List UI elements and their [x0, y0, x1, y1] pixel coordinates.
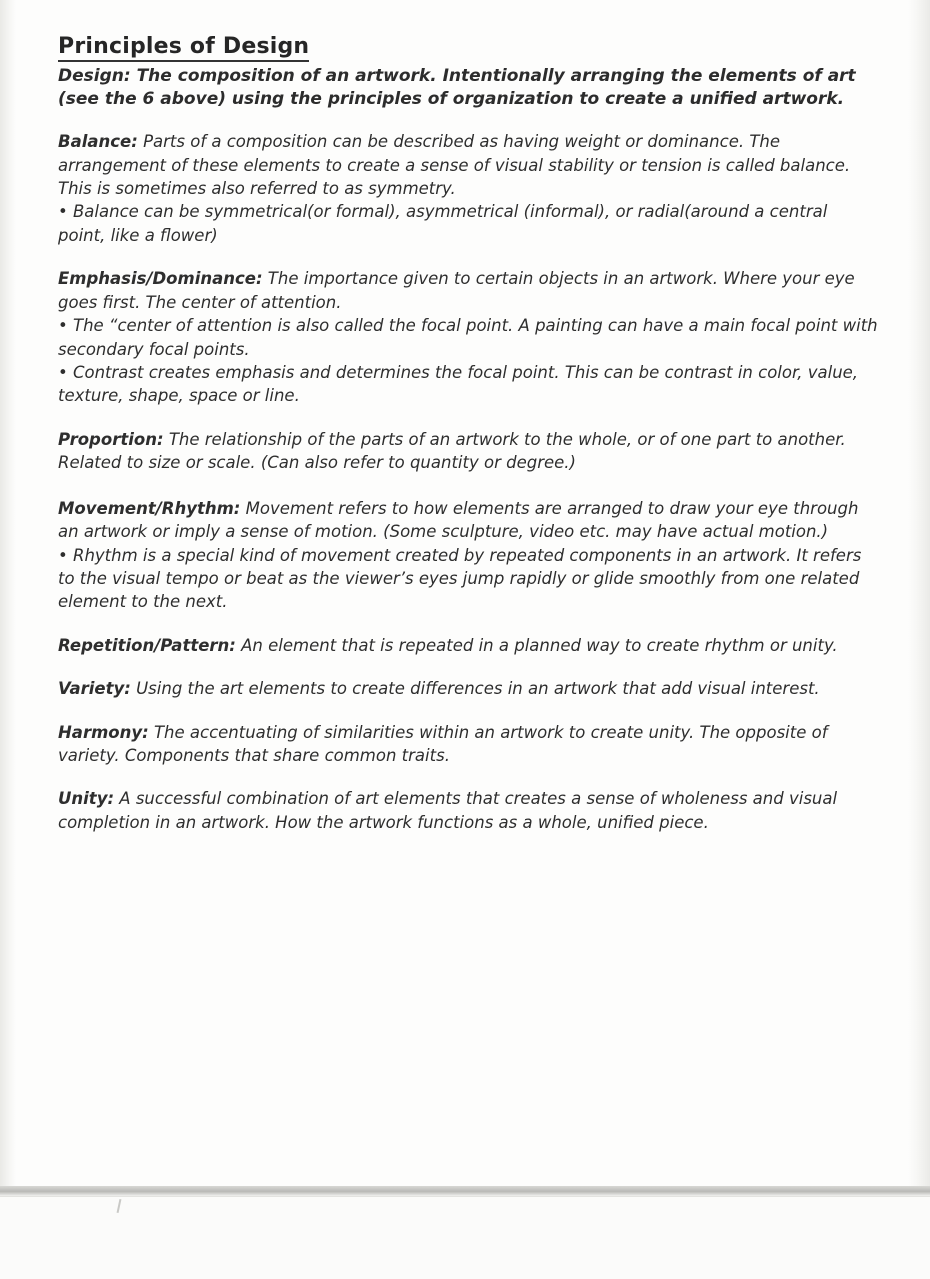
principle-bullet: • Contrast creates emphasis and determines the focal point. This can be contrast in color, value, texture, shape, space or line. — [58, 361, 878, 408]
principle-bullet: • Rhythm is a special kind of movement created by repeated components in an artwork. It refers to the visual tempo or beat as the viewer’s eyes jump rapidly or glide smoothly from one related element to the next. — [58, 544, 878, 614]
principle-definition — [58, 428, 878, 475]
document-body — [58, 34, 898, 854]
principle-definition — [58, 497, 878, 544]
scan-footer-area — [0, 1196, 930, 1279]
principle-text: The relationship of the parts of an artwork to the whole, or of one part to another. Related to size or scale. (Can also refer to quantity or degree.) — [58, 429, 846, 473]
principle-term: Balance: — [58, 132, 138, 152]
principle-entry-balance — [58, 130, 878, 247]
principle-entry-variety — [58, 677, 878, 700]
page-right-edge-shadow — [908, 0, 930, 1192]
principle-text: Movement refers to how elements are arranged to draw your eye through an artwork or imply a sense of motion. (Some sculpture, video etc. may have actual motion.) — [58, 498, 859, 542]
intro-text: The composition of an artwork. Intentionally arranging the elements of art (see the 6 above) using the principles of organization to create a unified artwork. — [58, 66, 856, 109]
principle-bullet: • The “center of attention is also called the focal point. A painting can have a main focal point with secondary focal points. — [58, 314, 878, 361]
principle-text: Parts of a composition can be described as having weight or dominance. The arrangement of these elements to create a sense of visual stability or tension is called balance. This is sometimes also referred to as symmetry. — [58, 132, 851, 199]
principle-term: Proportion: — [58, 429, 164, 449]
principle-definition — [58, 267, 878, 314]
principle-term: Emphasis/Dominance: — [58, 269, 263, 289]
intro-term: Design: — [58, 66, 131, 87]
principle-text: An element that is repeated in a planned way to create rhythm or unity. — [235, 635, 838, 655]
page-left-edge-shadow — [0, 0, 16, 1192]
principle-entry-movement-rhythm — [58, 497, 878, 614]
principle-text: A successful combination of art elements that creates a sense of wholeness and visual completion in an artwork. How the artwork functions as a whole, unified piece. — [58, 789, 838, 832]
principle-definition — [58, 130, 878, 200]
principle-definition — [58, 721, 878, 768]
principle-text: Using the art elements to create differences in an artwork that add visual interest. — [130, 679, 820, 699]
principle-term: Movement/Rhythm: — [58, 498, 241, 518]
intro-paragraph — [58, 65, 858, 110]
principle-bullet: • Balance can be symmetrical(or formal), asymmetrical (informal), or radial(around a central point, like a flower) — [58, 200, 878, 247]
principle-entry-proportion — [58, 428, 878, 475]
principle-definition — [58, 634, 878, 657]
principle-entry-unity — [58, 787, 878, 834]
principle-term: Repetition/Pattern: — [58, 635, 236, 655]
principle-definition — [58, 677, 878, 700]
principle-text: The importance given to certain objects in an artwork. Where your eye goes first. The center of attention. — [58, 269, 855, 312]
principle-definition — [58, 787, 878, 834]
principle-term: Unity: — [58, 789, 115, 809]
principle-text: The accentuating of similarities within an artwork to create unity. The opposite of variety. Components that share common traits. — [58, 722, 828, 766]
page-bottom-edge-shadow — [0, 1186, 930, 1196]
principle-entry-emphasis-dominance — [58, 267, 878, 408]
principle-entry-harmony — [58, 721, 878, 768]
principle-entry-repetition-pattern — [58, 634, 878, 657]
page-title: Principles of Design — [58, 34, 309, 62]
principle-term: Variety: — [58, 679, 131, 699]
principle-term: Harmony: — [58, 722, 149, 742]
